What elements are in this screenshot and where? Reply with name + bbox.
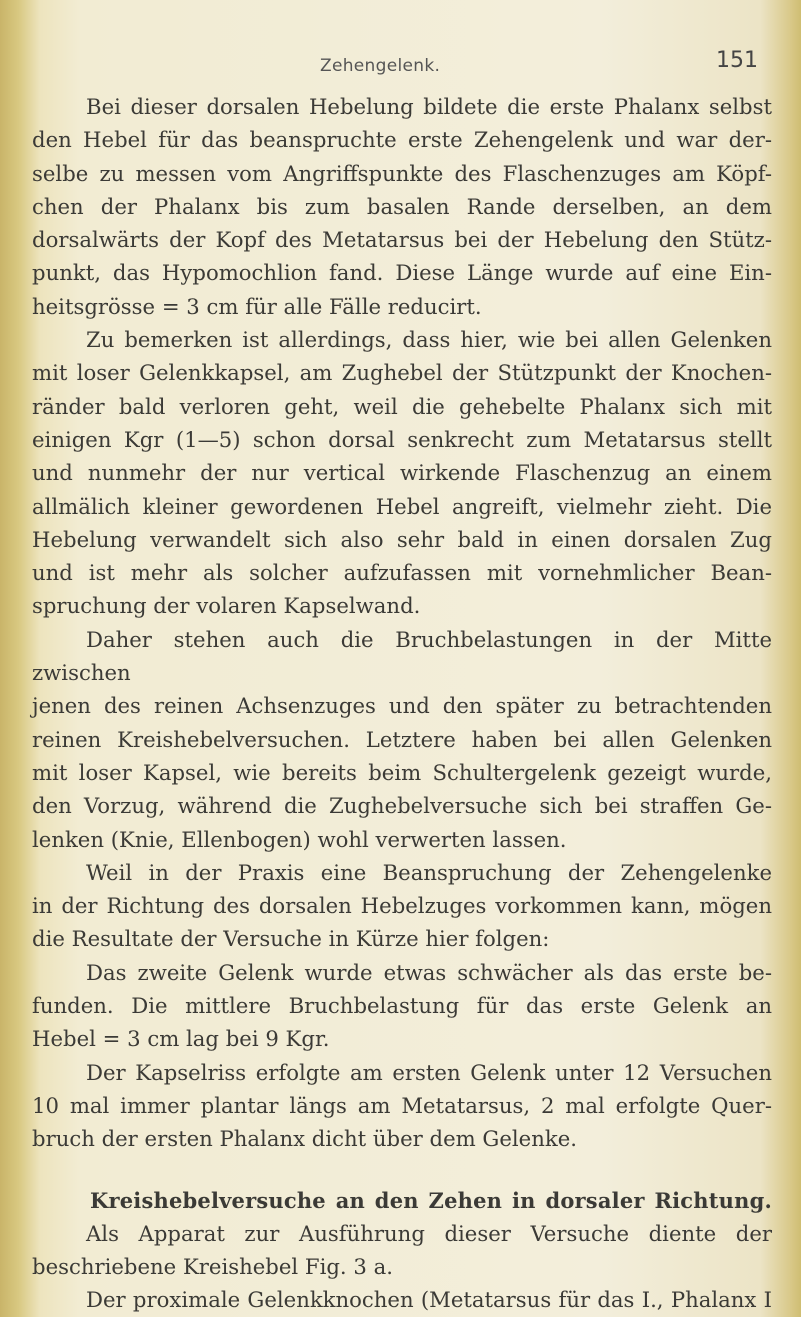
text-line: den Hebel für das beanspruchte erste Zehengelenk und war der- (32, 127, 772, 153)
text-line: jenen des reinen Achsenzuges und den später zu betrachtenden (32, 693, 772, 719)
text-line: Der proximale Gelenkknochen (Metatarsus für das I., Phalanx I (86, 1287, 772, 1313)
text-line: funden. Die mittlere Bruchbelastung für das erste Gelenk an (32, 993, 772, 1019)
text-line: und nunmehr der nur vertical wirkende Flaschenzug an einem (32, 460, 772, 486)
text-line: Das zweite Gelenk wurde etwas schwächer als das erste be- (86, 959, 772, 985)
text-line: Weil in der Praxis eine Beanspruchung der Zehengelenke (86, 859, 772, 885)
text-line: und ist mehr als solcher aufzufassen mit vornehmlicher Bean- (32, 560, 772, 586)
paragraph-6 (32, 1056, 772, 1156)
section-heading: Kreishebelversuche an den Zehen in dorsaler Richtung. (90, 1187, 772, 1213)
text-line: dorsalwärts der Kopf des Metatarsus bei der Hebelung den Stütz- (32, 227, 772, 253)
body-text (32, 90, 772, 1317)
text-line: Der Kapselriss erfolgte am ersten Gelenk unter 12 Versuchen (86, 1059, 772, 1085)
text-line: Als Apparat zur Ausführung dieser Versuche diente der (86, 1220, 772, 1246)
text-line: chen der Phalanx bis zum basalen Rande derselben, an dem (32, 193, 772, 219)
text-line: spruchung der volaren Kapselwand. (32, 593, 421, 619)
page-number: 151 (716, 48, 758, 73)
text-line: Daher stehen auch die Bruchbelastungen in der Mitte zwischen (32, 626, 772, 686)
text-line: einigen Kgr (1—5) schon dorsal senkrecht zum Metatarsus stellt (32, 426, 772, 452)
running-title: Zehengelenk. (320, 56, 441, 76)
text-line: selbe zu messen vom Angriffspunkte des Flaschenzuges am Köpf- (32, 160, 772, 186)
paragraph-3 (32, 623, 772, 856)
text-line: ränder bald verloren geht, weil die gehebelte Phalanx sich mit (32, 393, 772, 419)
paragraph-5 (32, 956, 772, 1056)
text-line: in der Richtung des dorsalen Hebelzuges vorkommen kann, mögen (32, 893, 772, 919)
text-line: Zu bemerken ist allerdings, dass hier, wie bei allen Gelenken (86, 327, 772, 353)
text-line: lenken (Knie, Ellenbogen) wohl verwerten lassen. (32, 826, 567, 852)
text-line: Hebel = 3 cm lag bei 9 Kgr. (32, 1026, 330, 1052)
text-line: punkt, das Hypomochlion fand. Diese Länge wurde auf eine Ein- (32, 260, 772, 286)
paragraph-4 (32, 856, 772, 956)
paragraph-2 (32, 323, 772, 623)
text-line: bruch der ersten Phalanx dicht über dem Gelenke. (32, 1126, 577, 1152)
text-line: den Vorzug, während die Zughebelversuche sich bei straffen Ge- (32, 793, 772, 819)
text-line: mit loser Gelenkkapsel, am Zughebel der Stützpunkt der Knochen- (32, 360, 772, 386)
text-line: 10 mal immer plantar längs am Metatarsus, 2 mal erfolgte Quer- (32, 1092, 772, 1118)
text-line: mit loser Kapsel, wie bereits beim Schultergelenk gezeigt wurde, (32, 759, 772, 785)
text-line: allmälich kleiner gewordenen Hebel angreift, vielmehr zieht. Die (32, 493, 772, 519)
paragraph-1 (32, 90, 772, 323)
text-line: Bei dieser dorsalen Hebelung bildete die erste Phalanx selbst (86, 94, 772, 119)
text-line: reinen Kreishebelversuchen. Letztere haben bei allen Gelenken (32, 726, 772, 752)
text-line: heitsgrösse = 3 cm für alle Fälle reducirt. (32, 293, 482, 319)
section-paragraph-1 (32, 1217, 772, 1284)
spacer (32, 1156, 772, 1184)
text-line: beschriebene Kreishebel Fig. 3 a. (32, 1254, 393, 1280)
text-line: die Resultate der Versuche in Kürze hier folgen: (32, 926, 550, 952)
section-paragraph-2 (32, 1283, 772, 1316)
text-line: Hebelung verwandelt sich also sehr bald in einen dorsalen Zug (32, 526, 772, 552)
